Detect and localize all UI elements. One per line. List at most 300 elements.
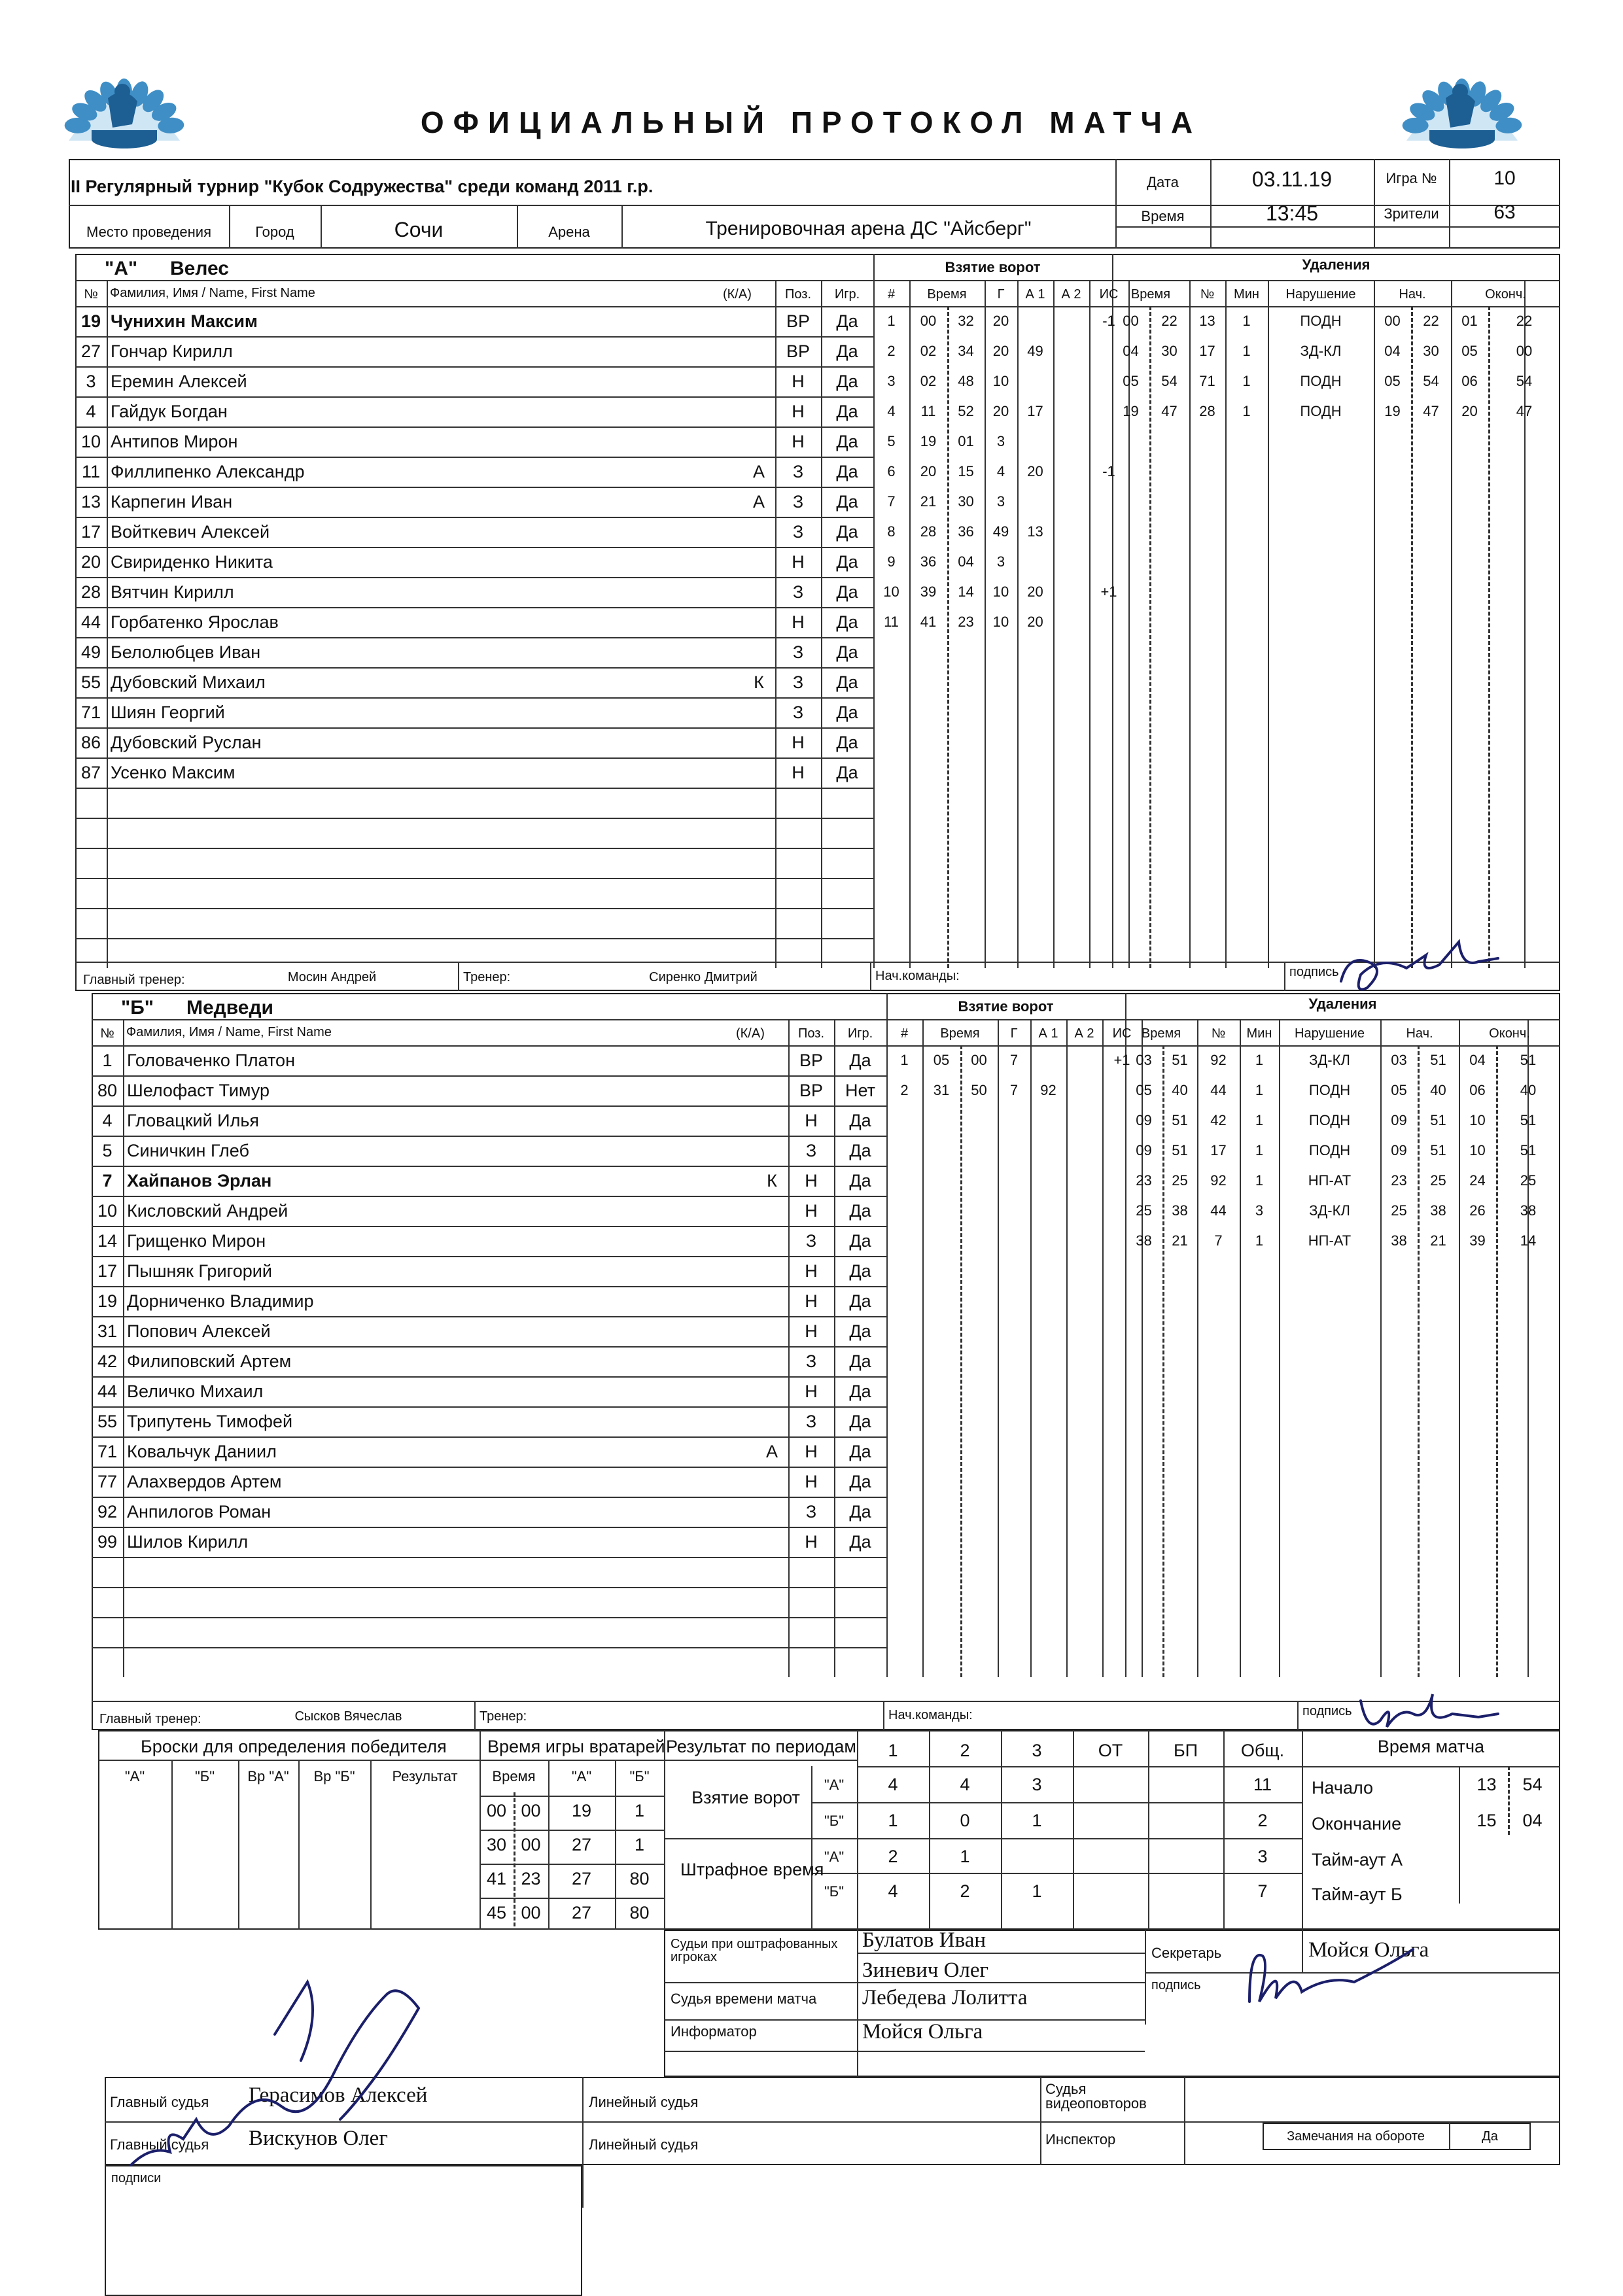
penalty-minutes: 1 [1255, 1112, 1264, 1128]
penalty-start-sec: 38 [1430, 1202, 1446, 1219]
player-position: Н [805, 1261, 818, 1281]
grid-line [1302, 1730, 1303, 1930]
grid-line [98, 1760, 857, 1761]
penalty-end-min: 01 [1461, 313, 1478, 329]
penalty-second: 54 [1161, 373, 1178, 389]
grid-line [1297, 1701, 1299, 1730]
period-col: 1 [888, 1741, 898, 1760]
goal-second: 01 [958, 433, 974, 449]
goal-second: 15 [958, 463, 974, 479]
name-header: Фамилия, Имя / Name, First Name [110, 286, 315, 300]
goals-section-title: Взятие ворот [958, 998, 1054, 1015]
penalty-minute: 09 [1136, 1112, 1152, 1128]
penalty-minutes: 1 [1242, 403, 1251, 419]
grid-line [75, 878, 873, 879]
player-played: Да [849, 1321, 871, 1341]
penalty-end-min: 20 [1461, 403, 1478, 419]
goal-col-header: А 2 [1061, 287, 1081, 302]
penalty-start-min: 05 [1384, 373, 1401, 389]
player-name: Белолюбцев Иван [111, 642, 261, 662]
period-value: 0 [960, 1811, 970, 1830]
penalty-minutes: 1 [1255, 1172, 1264, 1189]
goal-minute: 36 [920, 553, 937, 570]
grid-line [1112, 254, 1113, 968]
player-played: Да [836, 341, 858, 361]
player-played: Да [836, 372, 858, 391]
captain-mark: К [767, 1171, 777, 1191]
player-name: Головаченко Платон [127, 1051, 295, 1070]
signature-label: подпись [1151, 1978, 1201, 1992]
grid-line [75, 757, 873, 759]
captain-mark: А [752, 462, 765, 481]
period-value: 1 [1032, 1881, 1042, 1901]
penalty-violation: НП-АТ [1308, 1172, 1352, 1189]
penalty-second: 51 [1172, 1112, 1188, 1128]
player-position: ВР [799, 1081, 824, 1100]
shootout-col: Вр "Б" [313, 1768, 355, 1784]
player-position: ВР [786, 311, 811, 331]
player-name: Попович Алексей [127, 1321, 271, 1341]
goal-scorer: 10 [992, 373, 1009, 389]
linesman-label: Линейный судья [589, 2136, 699, 2153]
grid-line [883, 1701, 884, 1730]
referee-2: Вискунов Олег [249, 2127, 388, 2150]
penalty-violation: ЗД-КЛ [1309, 1052, 1350, 1068]
grid-line [107, 280, 108, 968]
city-label: Город [255, 224, 294, 240]
informer-label: Информатор [671, 2023, 757, 2040]
dashed-separator [1496, 1045, 1498, 1677]
goalie-a: 27 [571, 1835, 592, 1854]
match-time-row-label: Окончание [1312, 1814, 1402, 1834]
grid-line [75, 697, 873, 699]
goalie-b: 80 [629, 1869, 650, 1888]
grid-line [458, 962, 459, 991]
dashed-separator [1162, 1045, 1164, 1677]
player-name: Синичкин Глеб [127, 1141, 249, 1160]
goalie-b: 1 [634, 1835, 645, 1854]
period-value: 2 [888, 1847, 898, 1866]
team-manager-label: Нач.команды: [888, 1708, 973, 1722]
goal-number: 7 [887, 493, 896, 510]
informer: Мойся Ольга [862, 2020, 983, 2044]
penalty-start-sec: 54 [1423, 373, 1439, 389]
goal-assist-1: 20 [1027, 614, 1043, 630]
penalty-start-min: 09 [1391, 1142, 1407, 1158]
goal-second: 23 [958, 614, 974, 630]
player-position: З [805, 1412, 817, 1431]
goal-col-header: А 1 [1038, 1026, 1058, 1041]
grid-line [1115, 159, 1117, 249]
goal-number: 11 [884, 614, 899, 630]
goal-situation: +1 [1100, 583, 1117, 600]
period-col: ОТ [1098, 1741, 1123, 1760]
player-number: 4 [102, 1111, 113, 1130]
linesman-label: Линейный судья [589, 2094, 699, 2110]
goal-scorer: 10 [992, 583, 1009, 600]
tournament-logo-left [62, 62, 186, 160]
goal-col-header: Г [1010, 1026, 1018, 1041]
player-name: Алахвердов Артем [127, 1472, 282, 1491]
goal-number: 9 [887, 553, 896, 570]
player-number: 11 [81, 462, 101, 481]
player-played: Да [849, 1231, 871, 1251]
player-number: 17 [97, 1261, 118, 1281]
grid-line [1030, 1019, 1032, 1677]
referee-label: Главный судья [110, 2094, 209, 2110]
goalie-minute: 00 [486, 1801, 507, 1820]
player-played: Да [849, 1532, 871, 1552]
penalty-start-min: 00 [1384, 313, 1401, 329]
player-number: 49 [80, 642, 101, 662]
grid-line [811, 1838, 1302, 1839]
player-number: 13 [80, 492, 101, 512]
grid-line [92, 1346, 886, 1348]
grid-line [75, 667, 873, 669]
player-position: Н [792, 552, 805, 572]
goal-assist-1: 20 [1027, 583, 1043, 600]
match-time: 13:45 [1265, 201, 1319, 225]
penalty-minute: 00 [1123, 313, 1139, 329]
goal-number: 8 [887, 523, 896, 540]
penalty-end-sec: 51 [1520, 1112, 1537, 1128]
penalty-minutes: 1 [1255, 1232, 1264, 1249]
grid-line [92, 1557, 886, 1558]
player-position: Н [792, 763, 805, 782]
grid-line [664, 1838, 857, 1839]
player-played: Да [836, 703, 858, 722]
match-time-hour: 15 [1476, 1811, 1497, 1830]
penalty-violation: НП-АТ [1308, 1232, 1352, 1249]
penalty-end-sec: 00 [1516, 343, 1533, 359]
player-number: 44 [97, 1382, 118, 1401]
player-name: Вятчин Кирилл [111, 582, 234, 602]
penalty-end-sec: 47 [1516, 403, 1533, 419]
position-header: Поз. [785, 287, 811, 302]
goal-scorer: 3 [996, 493, 1005, 510]
grid-line [92, 1527, 886, 1528]
goal-col-header: Г [997, 287, 1005, 302]
penalty-end-sec: 51 [1520, 1052, 1537, 1068]
goal-second: 34 [958, 343, 974, 359]
goal-number: 1 [887, 313, 896, 329]
goal-col-header: # [900, 1026, 909, 1041]
grid-line [922, 1019, 924, 1677]
goal-assist-1: 13 [1027, 523, 1043, 540]
player-name: Шиян Георгий [111, 703, 225, 722]
player-name: Еремин Алексей [111, 372, 247, 391]
grid-line [92, 1166, 886, 1167]
page-title: ОФИЦИАЛЬНЫЙ ПРОТОКОЛ МАТЧА [420, 105, 1202, 139]
grid-line [92, 1376, 886, 1378]
arena-label: Арена [548, 224, 590, 240]
goal-scorer: 3 [996, 433, 1005, 449]
captain-mark: К [754, 672, 764, 692]
grid-line [238, 1760, 239, 1930]
period-value: 7 [1257, 1881, 1268, 1901]
goals-section-title: Взятие ворот [945, 259, 1041, 275]
penalty-col-header: Нарушение [1285, 287, 1356, 302]
coach-label: Тренер: [480, 1709, 527, 1724]
referee-signatures [111, 1956, 478, 2191]
player-position: З [805, 1231, 817, 1251]
penalty-violation: ЗД-КЛ [1300, 343, 1342, 359]
player-name: Гайдук Богдан [111, 402, 228, 421]
goal-minute: 00 [920, 313, 937, 329]
penalty-violation: ПОДН [1308, 1112, 1351, 1128]
player-name: Анпилогов Роман [127, 1502, 271, 1522]
head-coach-label: Главный тренер: [83, 973, 185, 987]
player-name: Трипутень Тимофей [127, 1412, 293, 1431]
penalty-minute: 25 [1136, 1202, 1152, 1219]
referee-1: Герасимов Алексей [249, 2083, 428, 2107]
goalie-minute: 30 [486, 1835, 507, 1854]
player-position: З [792, 642, 804, 662]
goal-second: 50 [971, 1082, 987, 1098]
period-col: Общ. [1240, 1741, 1285, 1760]
team-name: Велес [170, 258, 229, 279]
shootout-col: Результат [392, 1768, 458, 1784]
player-number: 42 [97, 1351, 118, 1371]
captain-header: (К/А) [736, 1026, 765, 1041]
grid-line [75, 306, 1560, 307]
penalty-player: 42 [1210, 1112, 1227, 1128]
penalty-minutes: 1 [1242, 313, 1251, 329]
player-position: Н [805, 1291, 818, 1311]
team-letter: "А" [105, 258, 138, 279]
penalty-end-min: 05 [1461, 343, 1478, 359]
penalty-minute: 05 [1136, 1082, 1152, 1098]
grid-line [873, 254, 875, 968]
position-header: Поз. [798, 1026, 824, 1041]
dashed-separator [960, 1045, 962, 1677]
penalty-start-sec: 47 [1423, 403, 1439, 419]
penalty-end-min: 39 [1469, 1232, 1486, 1249]
grid-line [480, 1898, 664, 1899]
player-played: Да [836, 672, 858, 692]
penalty-start-min: 19 [1384, 403, 1401, 419]
penalty-player: 92 [1210, 1172, 1227, 1189]
period-value: 4 [888, 1881, 898, 1901]
grid-line [75, 517, 873, 518]
player-name: Усенко Максим [111, 763, 236, 782]
grid-line [75, 818, 873, 819]
penalty-minute: 09 [1136, 1142, 1152, 1158]
player-position: Н [805, 1111, 818, 1130]
player-position: З [792, 492, 804, 512]
goalie-b: 80 [629, 1903, 650, 1922]
player-played: Да [849, 1502, 871, 1522]
goal-scorer: 20 [992, 343, 1009, 359]
period-col: БП [1173, 1741, 1198, 1760]
penalty-col-header: Время [1130, 287, 1171, 302]
match-time-minute: 04 [1522, 1811, 1543, 1830]
penalty-second: 38 [1172, 1202, 1188, 1219]
grid-line [75, 637, 873, 638]
goal-number: 10 [883, 583, 899, 600]
player-played: Да [849, 1442, 871, 1461]
penalty-player: 7 [1214, 1232, 1223, 1249]
penalty-second: 22 [1161, 313, 1178, 329]
grid-line [1102, 1019, 1104, 1677]
player-position: Н [792, 612, 805, 632]
grid-line [92, 1647, 886, 1648]
penalty-end-min: 06 [1461, 373, 1478, 389]
captain-header: (К/А) [723, 287, 752, 302]
penalty-minute: 23 [1136, 1172, 1152, 1189]
player-position: Н [805, 1442, 818, 1461]
goalie-a: 27 [571, 1869, 592, 1888]
goalie-col: "Б" [629, 1768, 650, 1784]
player-number: 5 [102, 1141, 113, 1160]
penalty-end-sec: 40 [1520, 1082, 1537, 1098]
pim-row-label: Штрафное время [680, 1860, 824, 1879]
penalty-start-sec: 51 [1430, 1142, 1446, 1158]
goal-minute: 19 [920, 433, 937, 449]
grid-line [75, 788, 873, 789]
period-value: 3 [1032, 1775, 1042, 1794]
goal-minute: 39 [920, 583, 937, 600]
penalty-end-sec: 14 [1520, 1232, 1537, 1249]
player-played: Да [849, 1472, 871, 1491]
player-position: Н [792, 432, 805, 451]
player-number: 3 [86, 372, 96, 391]
goal-second: 14 [958, 583, 974, 600]
grid-line [75, 607, 873, 608]
goal-second: 48 [958, 373, 974, 389]
penalty-end-min: 10 [1469, 1142, 1486, 1158]
period-team: "А" [824, 1849, 845, 1865]
venue-label: Место проведения [86, 224, 211, 240]
player-number: 44 [80, 612, 101, 632]
player-position: Н [805, 1321, 818, 1341]
grid-line [75, 908, 873, 909]
penalty-judges-label: Судьи при оштрафованных игроках [671, 1937, 838, 1964]
player-number: 4 [86, 402, 96, 421]
penalty-player: 44 [1210, 1082, 1227, 1098]
penalty-col-header: № [1211, 1026, 1226, 1041]
player-name: Горбатенко Ярослав [111, 612, 279, 632]
grid-line [92, 1256, 886, 1257]
player-number: 20 [80, 552, 101, 572]
penalty-judge-2: Зиневич Олег [862, 1958, 989, 1982]
player-name: Дубовский Михаил [111, 672, 266, 692]
game-number: 10 [1493, 167, 1516, 189]
penalty-minute: 38 [1136, 1232, 1152, 1249]
match-time-label: Время матча [1377, 1737, 1485, 1756]
grid-line [92, 1045, 1560, 1047]
period-team: "Б" [824, 1883, 845, 1900]
grid-line [474, 1701, 476, 1730]
penalty-violation: ПОДН [1300, 403, 1342, 419]
penalty-minute: 19 [1123, 403, 1139, 419]
player-played: Да [849, 1382, 871, 1401]
grid-line [92, 1226, 886, 1227]
match-time-hour: 13 [1476, 1775, 1497, 1794]
player-name: Войткевич Алексей [111, 522, 270, 542]
player-played: Да [836, 642, 858, 662]
player-name: Кисловский Андрей [127, 1201, 288, 1221]
goal-scorer: 10 [992, 614, 1009, 630]
time-label: Время [1141, 208, 1185, 224]
player-number: 71 [80, 703, 101, 722]
period-value: 11 [1253, 1775, 1272, 1794]
grid-line [886, 1019, 1560, 1020]
player-position: З [792, 462, 804, 481]
goalie-minute: 41 [486, 1869, 507, 1888]
penalty-second: 40 [1172, 1082, 1188, 1098]
tournament-name: II Регулярный турнир "Кубок Содружества" среди команд 2011 г.р. [71, 177, 654, 196]
grid-line [857, 1766, 1560, 1767]
player-position: Н [792, 402, 805, 421]
penalty-end-min: 10 [1469, 1112, 1486, 1128]
goal-number: 6 [887, 463, 896, 479]
penalty-second: 51 [1172, 1052, 1188, 1068]
referee-label: Главный судья [110, 2136, 209, 2153]
goalie-second: 00 [521, 1801, 541, 1820]
player-played: Да [836, 612, 858, 632]
penalty-start-sec: 51 [1430, 1112, 1446, 1128]
player-number: 28 [80, 582, 101, 602]
goal-scorer: 20 [992, 313, 1009, 329]
grid-line [92, 1617, 886, 1618]
penalty-second: 51 [1172, 1142, 1188, 1158]
grid-line [1115, 226, 1560, 228]
grid-line [480, 1830, 664, 1831]
player-position: Н [805, 1171, 818, 1191]
signatures-label: подписи [111, 2171, 162, 2185]
grid-line [811, 1873, 1302, 1874]
penalty-end-sec: 51 [1520, 1142, 1537, 1158]
player-name: Шилов Кирилл [127, 1532, 249, 1552]
period-value: 3 [1257, 1847, 1268, 1866]
goalie-a: 19 [571, 1801, 592, 1820]
goal-col-header: Время [940, 1026, 980, 1041]
captain-mark: А [765, 1442, 778, 1461]
player-name: Карпегин Иван [111, 492, 233, 512]
goal-second: 04 [958, 553, 974, 570]
player-played: Нет [845, 1081, 875, 1100]
notes-value: Да [1482, 2129, 1498, 2144]
penalty-col-header: Нарушение [1295, 1026, 1365, 1041]
goal-minute: 11 [920, 403, 936, 419]
goal-assist-1: 92 [1040, 1082, 1056, 1098]
player-position: Н [805, 1382, 818, 1401]
match-time-row-label: Тайм-аут Б [1312, 1885, 1403, 1904]
head-coach-name: Мосин Андрей [287, 970, 377, 984]
head-coach-name: Сысков Вячеслав [294, 1709, 402, 1724]
player-name: Ковальчук Даниил [127, 1442, 277, 1461]
penalties-section-title: Удаления [1302, 256, 1370, 273]
player-played: Да [849, 1261, 871, 1281]
player-played: Да [836, 763, 858, 782]
player-name: Дорниченко Владимир [127, 1291, 314, 1311]
penalty-end-sec: 38 [1520, 1202, 1537, 1219]
goal-scorer: 4 [996, 463, 1005, 479]
goal-number: 2 [887, 343, 896, 359]
penalty-minutes: 1 [1255, 1082, 1264, 1098]
penalty-player: 17 [1199, 343, 1215, 359]
secretary-signature [1223, 1936, 1420, 2008]
grid-line [171, 1760, 173, 1930]
team-letter: "Б" [121, 997, 154, 1018]
player-played: Да [849, 1111, 871, 1130]
player-position: З [805, 1502, 817, 1522]
inspector-label: Инспектор [1045, 2131, 1116, 2148]
grid-line [92, 1467, 886, 1468]
player-name: Филлипенко Александр [111, 462, 305, 481]
player-position: Н [805, 1201, 818, 1221]
